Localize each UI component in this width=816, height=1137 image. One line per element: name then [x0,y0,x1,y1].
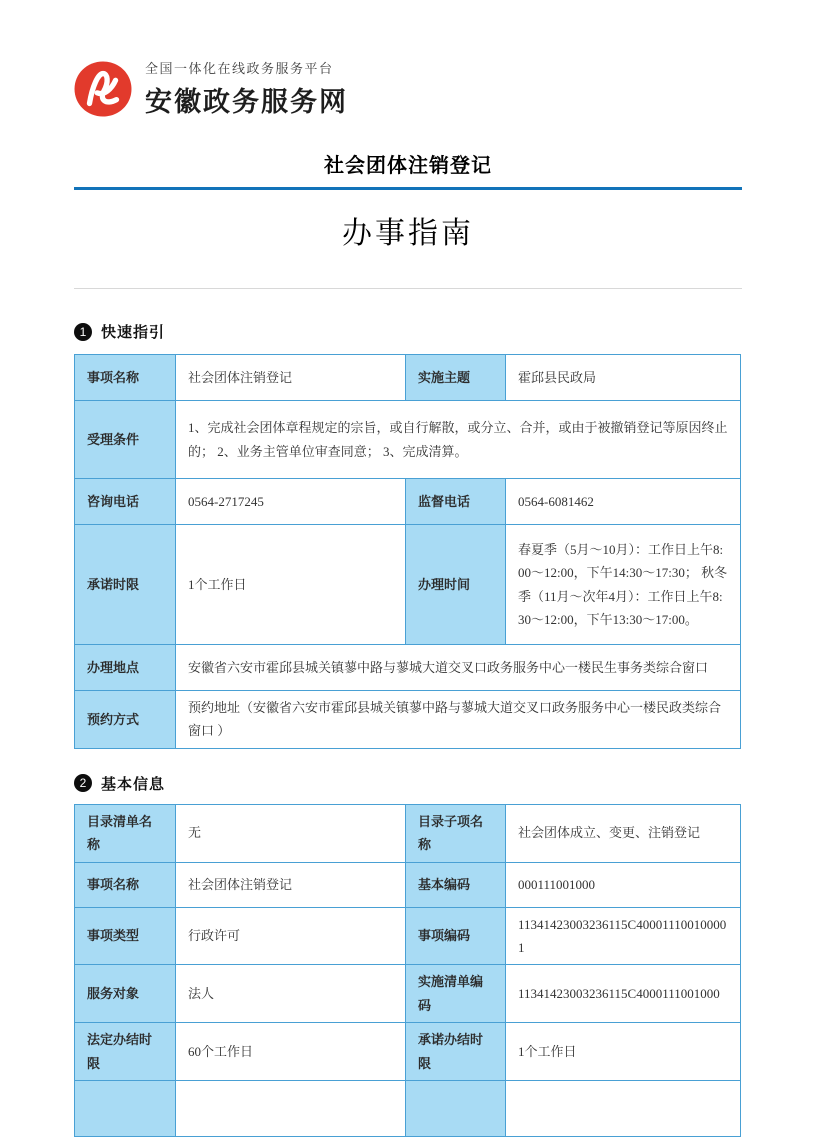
quick-guide-table [74,354,741,749]
table-row [75,965,741,1023]
field-label: 实施清单编码 [406,965,506,1023]
section-number-badge: 1 [74,323,92,341]
field-value: 预约地址（安徽省六安市霍邱县城关镇蓼中路与蓼城大道交叉口政务服务中心一楼民政类综合窗口 ） [176,691,741,749]
field-label: 基本编码 [406,862,506,907]
field-value: 1、完成社会团体章程规定的宗旨，或自行解散，或分立、合并，或由于被撤销登记等原因终止的； 2、业务主管单位审查同意； 3、完成清算。 [176,401,741,479]
field-value: 社会团体注销登记 [176,355,406,401]
field-value: 1个工作日 [506,1023,741,1081]
table-row [75,479,741,525]
field-value: 法人 [176,965,406,1023]
field-value: 安徽省六安市霍邱县城关镇蓼中路与蓼城大道交叉口政务服务中心一楼民生事务类综合窗口 [176,645,741,691]
field-label: 目录子项名称 [406,804,506,862]
field-label: 办理时间 [406,525,506,645]
table-row [75,355,741,401]
field-label: 服务对象 [75,965,176,1023]
field-value: 1个工作日 [176,525,406,645]
divider [74,288,742,289]
field-label: 受理条件 [75,401,176,479]
service-title: 社会团体注销登记 [324,155,492,177]
table-row [75,525,741,645]
field-value: 霍邱县民政局 [506,355,741,401]
field-value [506,1080,741,1136]
field-label: 目录清单名称 [75,804,176,862]
field-label: 实施主题 [406,355,506,401]
field-value: 春夏季（5月～10月）：工作日上午8:00～12:00，下午14:30～17:30； 秋冬季（11月～次年4月）：工作日上午8:30～12:00，下午13:30～17:00。 [506,525,741,645]
field-value: 行政许可 [176,907,406,965]
field-label [406,1080,506,1136]
field-value: 无 [176,804,406,862]
field-value: 社会团体成立、变更、注销登记 [506,804,741,862]
section-basic-info-header [74,773,742,794]
field-label [75,1080,176,1136]
site-logo-icon [74,61,132,117]
field-label: 办理地点 [75,645,176,691]
table-row [75,645,741,691]
field-value: 0564-2717245 [176,479,406,525]
table-row [75,862,741,907]
table-row-partial [75,1080,741,1136]
site-header [74,58,742,119]
field-label: 事项名称 [75,862,176,907]
field-value: 11341423003236115C4000111001000 [506,965,741,1023]
section-quick-guide-header [74,321,742,342]
site-name: 安徽政务服务网 [145,87,348,117]
field-value: 社会团体注销登记 [176,862,406,907]
field-label: 监督电话 [406,479,506,525]
field-value: 60个工作日 [176,1023,406,1081]
field-label: 预约方式 [75,691,176,749]
table-row [75,691,741,749]
field-label: 承诺时限 [75,525,176,645]
field-value: 0564-6081462 [506,479,741,525]
field-value [176,1080,406,1136]
field-value: 000111001000 [506,862,741,907]
section-title: 基本信息 [101,776,166,793]
field-label: 承诺办结时限 [406,1023,506,1081]
guide-title: 办事指南 [342,217,474,250]
section-number-badge: 2 [74,774,92,792]
table-row [75,907,741,965]
table-row [75,804,741,862]
table-row [75,401,741,479]
section-title: 快速指引 [101,325,166,341]
site-logo-text [145,58,348,119]
table-row [75,1023,741,1081]
basic-info-table [74,804,741,1137]
platform-name: 全国一体化在线政务服务平台 [145,61,334,76]
field-label: 事项类型 [75,907,176,965]
document-page [74,0,742,1137]
title-underline [74,187,742,190]
field-label: 咨询电话 [75,479,176,525]
field-value: 11341423003236115C400011100100001 [506,907,741,965]
field-label: 事项名称 [75,355,176,401]
field-label: 法定办结时限 [75,1023,176,1081]
field-label: 事项编码 [406,907,506,965]
